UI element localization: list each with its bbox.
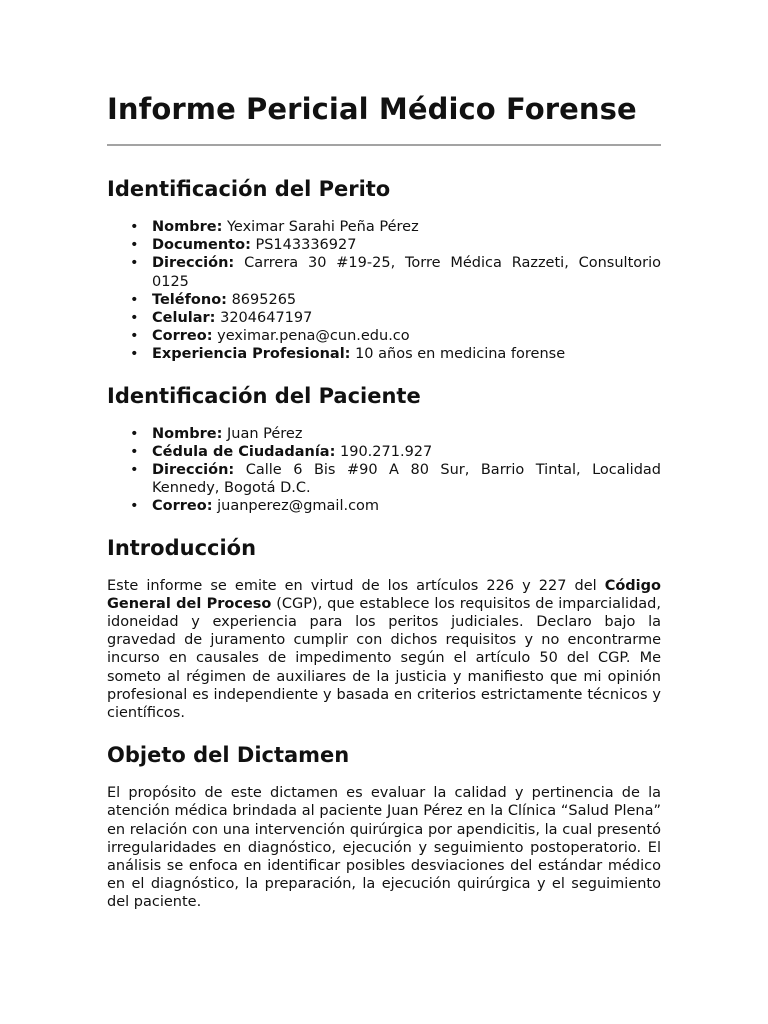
list-item: [130, 236, 661, 254]
section-perito: [107, 174, 661, 364]
bullet-icon: •: [130, 425, 139, 442]
list-item: [130, 425, 661, 443]
field-label: Documento:: [152, 237, 251, 254]
heading-objeto: Objeto del Dictamen: [107, 743, 350, 768]
list-item: [130, 291, 661, 309]
list-item: [130, 254, 661, 290]
field-value: PS143336927: [250, 237, 357, 254]
list-item: [130, 443, 661, 461]
list-item: [130, 497, 661, 515]
objeto-paragraph: El propósito de este dictamen es evaluar la calidad y pertinencia de la atención médica brindada al paciente Juan Pérez en la Clínica “Salud Plena” en relación con una intervención quirúrgica por apendicitis, la cual presentó irregularidades en diagnóstico, ejecución y seguimiento postoperatorio. El análisis se enfoca en identificar posibles desviaciones del estándar médico en el diagnóstico, la preparación, la ejecución quirúrgica y el seguimiento del paciente.: [107, 785, 661, 911]
bullet-icon: •: [130, 443, 139, 460]
field-value: yeximar.pena@cun.edu.co: [212, 328, 410, 345]
intro-text-start: Este informe se emite en virtud de los artículos 226 y 227 del: [107, 577, 605, 594]
list-item: [130, 218, 661, 236]
bullet-icon: •: [130, 346, 139, 363]
list-item: [130, 327, 661, 345]
field-value: 8695265: [226, 291, 297, 308]
field-label: Experiencia Profesional:: [152, 346, 351, 363]
field-value: 3204647197: [215, 310, 313, 327]
bullet-icon: •: [130, 462, 139, 479]
field-label: Dirección:: [152, 462, 235, 479]
bullet-icon: •: [130, 255, 139, 272]
perito-list: [107, 218, 661, 364]
bullet-icon: •: [130, 219, 139, 235]
heading-paciente: Identificación del Paciente: [107, 383, 421, 408]
document-title: Informe Pericial Médico Forense: [107, 92, 637, 126]
field-label: Correo:: [152, 498, 213, 515]
section-objeto: [107, 740, 661, 911]
field-value: Yeximar Sarahi Peña Pérez: [222, 219, 419, 235]
title-divider: [107, 144, 661, 146]
heading-perito: Identificación del Perito: [107, 177, 391, 201]
bullet-icon: •: [130, 328, 139, 345]
bullet-icon: •: [130, 237, 139, 254]
introduccion-paragraph: [107, 577, 661, 723]
field-label: Cédula de Ciudadanía:: [152, 443, 336, 460]
heading-introduccion: Introducción: [107, 535, 257, 560]
field-label: Nombre:: [152, 425, 223, 442]
intro-text-bold: Código General del Proceso: [107, 577, 661, 612]
field-label: Nombre:: [152, 219, 223, 235]
field-label: Correo:: [152, 328, 213, 345]
field-value: 10 años en medicina forense: [350, 346, 566, 363]
section-paciente: [107, 381, 661, 516]
field-value: Calle 6 Bis #90 A 80 Sur, Barrio Tintal, Localidad Kennedy, Bogotá D.C.: [152, 462, 661, 497]
section-introduccion: [107, 533, 661, 723]
field-label: Teléfono:: [152, 291, 227, 308]
field-value: juanperez@gmail.com: [212, 498, 380, 515]
paciente-list: [107, 425, 661, 516]
field-value: 190.271.927: [335, 443, 433, 460]
field-value: Carrera 30 #19-25, Torre Médica Razzeti, Consultorio 0125: [152, 255, 661, 290]
list-item: [130, 309, 661, 327]
bullet-icon: •: [130, 310, 139, 327]
bullet-icon: •: [130, 291, 139, 308]
field-value: Juan Pérez: [222, 425, 303, 442]
bullet-icon: •: [130, 498, 139, 515]
list-item: [130, 345, 661, 363]
field-label: Celular:: [152, 310, 216, 327]
field-label: Dirección:: [152, 255, 235, 272]
intro-text-end: (CGP), que establece los requisitos de imparcialidad, idoneidad y experiencia para los peritos judiciales. Declaro bajo la gravedad de juramento cumplir con dichos requisitos y no encontrarme incurso en causales de impedimento según el artículo 50 del CGP. Me someto al régimen de auxiliares de la justicia y manifiesto que mi opinión profesional es independiente y basada en criterios estrictamente técnicos y científicos.: [107, 595, 661, 722]
list-item: [130, 461, 661, 497]
